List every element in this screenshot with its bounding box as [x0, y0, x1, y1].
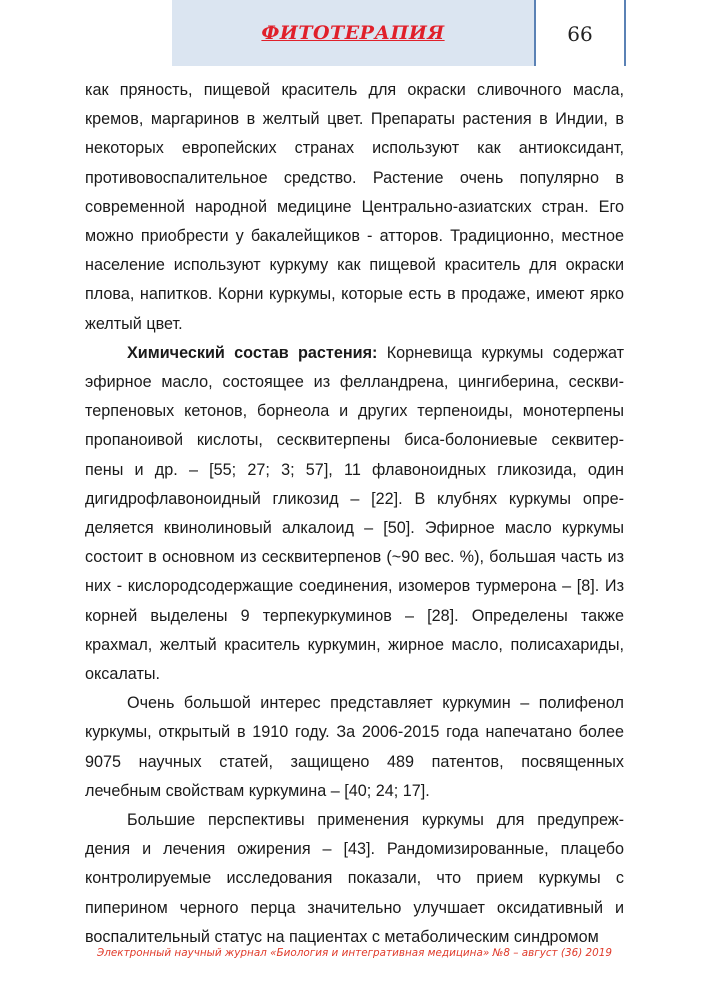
header-banner — [172, 0, 536, 66]
journal-footer: Электронный научный журнал «Биология и интегративная медицина» №8 – август (36) 2019 — [97, 947, 612, 959]
section-title: ФИТОТЕРАПИЯ — [261, 22, 445, 44]
paragraph-3 — [85, 689, 624, 806]
page-number: 66 — [567, 22, 593, 46]
paragraph-2 — [85, 339, 624, 689]
paragraph-text: Очень большой интерес представляет куркумин – полифенол куркумы, открытый в 1910 году. За 2006-2015 года напечатано более 9075 научных статей, защищено 489 патентов, посвященных лечебным свойствам куркумина – [40; 24; 17]. — [85, 694, 624, 800]
paragraph-1 — [85, 76, 624, 339]
page-number-container — [536, 0, 624, 66]
paragraph-text: как пряность, пищевой краситель для окраски сливочного масла, кремов, маргаринов в желтый цвет. Препараты растения в Индии, в некоторых европейских странах используют как антиоксидант, противовоспалительное средство. Растение очень популярно в современной народной медицине Центрально-азиатских стран. Его можно приобрести у бакалейщиков - атторов. Традиционно, местное население используют куркуму как пищевой краситель для окраски плова, напитков. Корни куркумы, которые есть в продаже, имеют ярко желтый цвет. — [85, 81, 624, 333]
paragraph-4 — [85, 806, 624, 952]
article-body — [85, 76, 624, 952]
paragraph-text: Корневища куркумы содержат эфирное масло, состоящее из фелландрена, цингиберина, сескви-терпеновых кетонов, борнеола и других терпеноиды, монотерпены пропаноивой кислоты, сесквитерпены биса-болониевые секвитер-пены и др. – [55; 27; 3; 57], 11 флавоноидных гликозида, один дигидрофлавоноидный гликозид – [22]. В клубнях куркумы опре-деляется квинолиновый алкалоид – [50]. Эфирное масло куркумы состоит в основном из сесквитерпенов (~90 вес. %), большая часть из них - кислородсодержащие соединения, изомеров турмерона – [8]. Из корней выделены 9 терпекуркуминов – [28]. Определены также крахмал, желтый краситель куркумин, жирное масло, полисахариды, оксалаты. — [85, 343, 625, 684]
paragraph-text: Большие перспективы применения куркумы для предупреж-дения и лечения ожирения – [43]. Рандомизированные, плацебо контролируемые исследования показали, что прием куркумы с пиперином черного перца значительно улучшает оксидативный и воспалительный статус на пациентах с метаболическим синдромом — [85, 811, 624, 946]
paragraph-lead: Химический состав растения: — [127, 343, 378, 362]
header-divider — [624, 0, 626, 66]
